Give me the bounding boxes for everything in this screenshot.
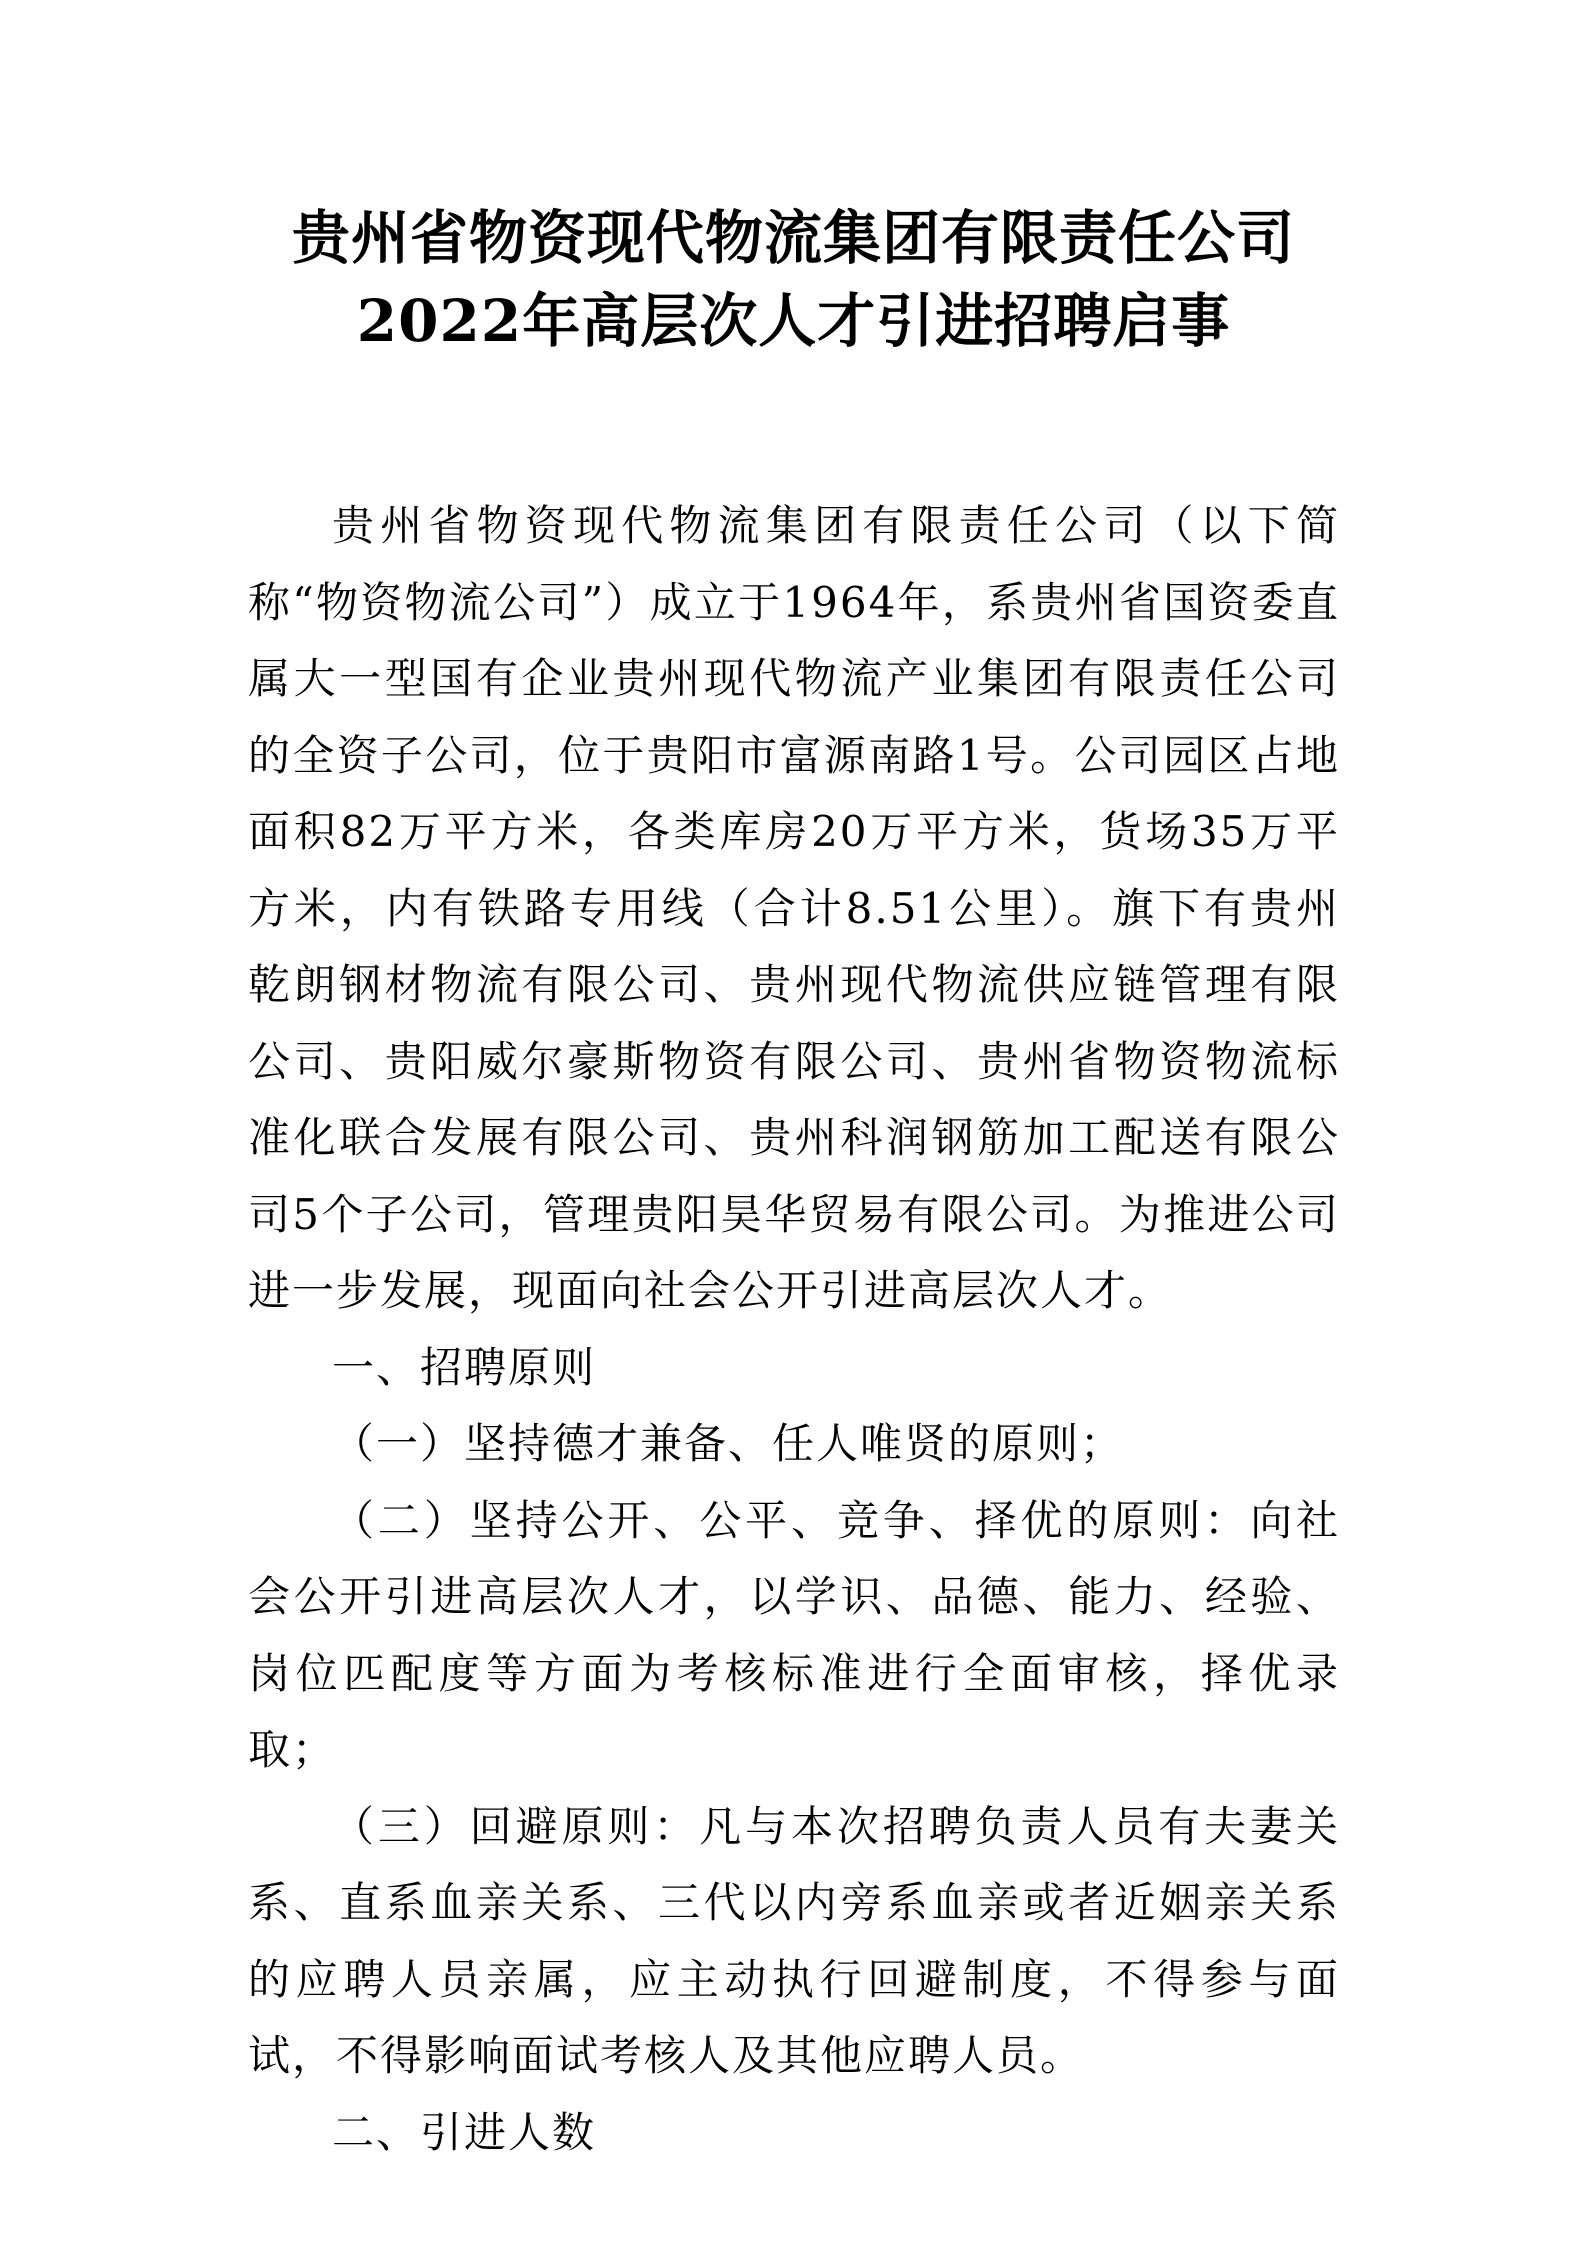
principle-2: （二）坚持公开、公平、竞争、择优的原则：向社会公开引进高层次人才，以学识、品德、能力、经验、岗位匹配度等方面为考核标准进行全面审核，择优录取； (248, 1495, 1340, 1774)
section-heading-number-of-hires: 二、引进人数 (332, 2107, 597, 2157)
intro-paragraph: 贵州省物资现代物流集团有限责任公司（以下简称“物资物流公司”）成立于1964年，系贵州省国资委直属大一型国有企业贵州现代物流产业集团有限责任公司的全资子公司，位于贵阳市富源南路1号。公司园区占地面积82万平方米，各类库房20万平方米，货场35万平方米，内有铁路专用线（合计8.51公里）。旗下有贵州乾朗钢材物流有限公司、贵州现代物流供应链管理有限公司、贵阳威尔豪斯物资有限公司、贵州省物资物流标准化联合发展有限公司、贵州科润钢筋加工配送有限公司5个子公司，管理贵阳昊华贸易有限公司。为推进公司进一步发展，现面向社会公开引进高层次人才。 (248, 501, 1340, 1315)
section-heading-recruitment-principles: 一、招聘原则 (332, 1342, 597, 1392)
principle-1: （一）坚持德才兼备、任人唯贤的原则； (332, 1419, 1125, 1468)
document-title-line-1: 贵州省物资现代物流集团有限责任公司 (291, 204, 1295, 272)
document-title-line-2: 2022年高层次人才引进招聘启事 (356, 287, 1231, 355)
principle-3: （三）回避原则：凡与本次招聘负责人员有夫妻关系、直系血亲关系、三代以内旁系血亲或者近姻亲关系的应聘人员亲属，应主动执行回避制度，不得参与面试，不得影响面试考核人及其他应聘人员。 (248, 1801, 1340, 2080)
document-body (248, 488, 1340, 2171)
